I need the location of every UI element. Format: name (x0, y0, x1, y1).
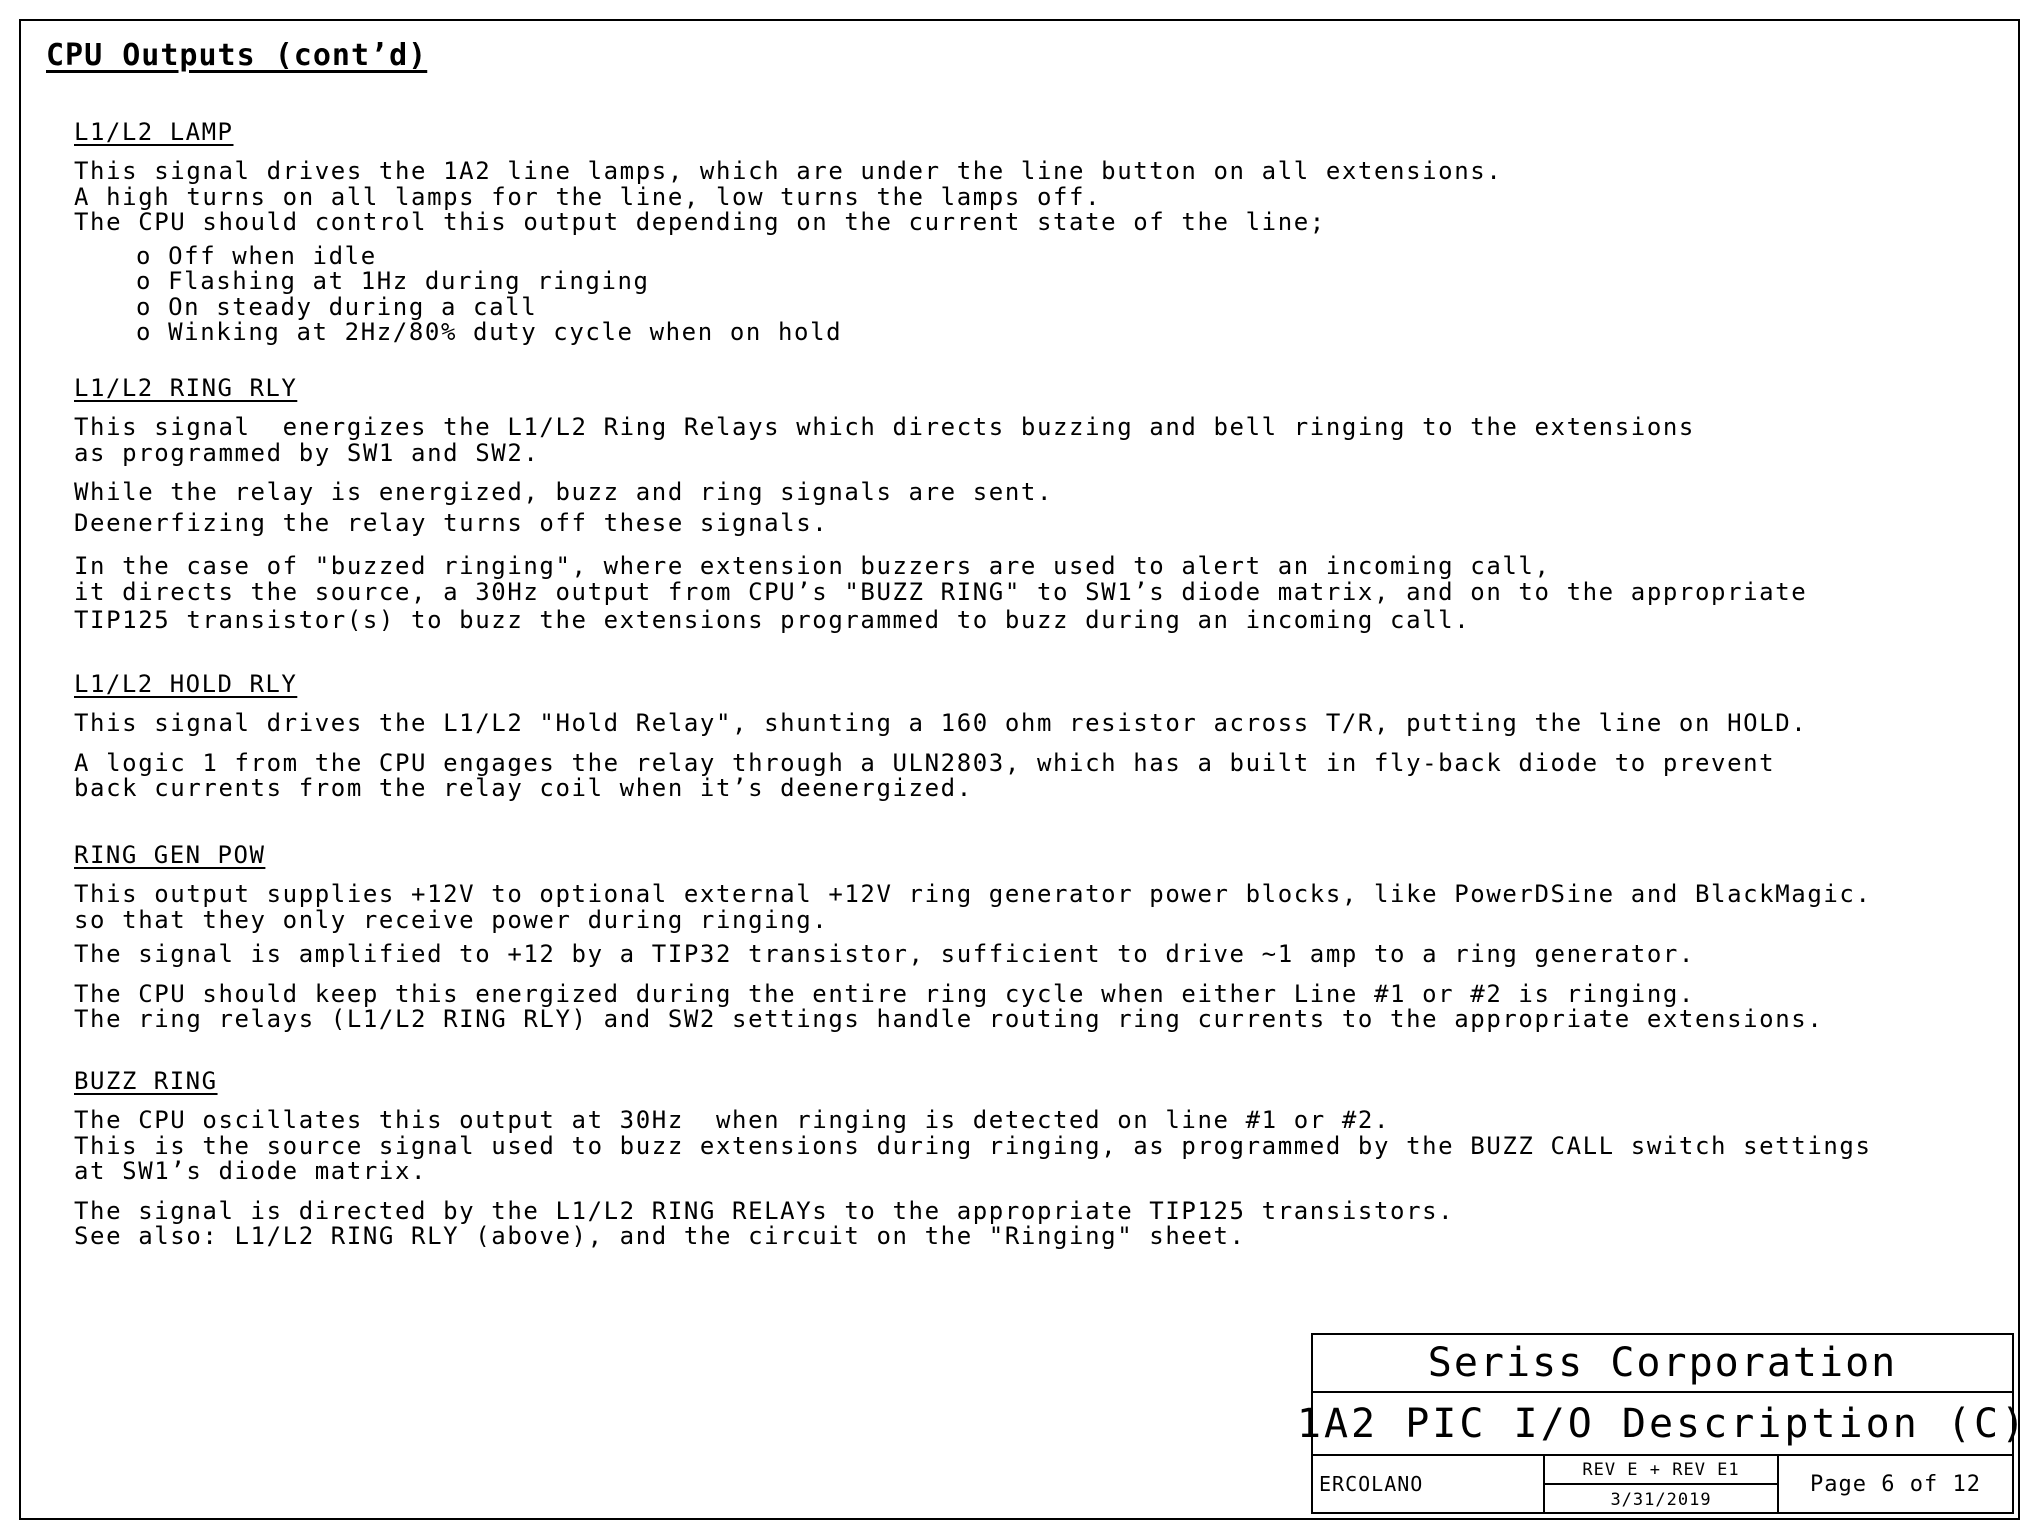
paragraph-line: A high turns on all lamps for the line, low turns the lamps off. (74, 182, 1102, 211)
title-block-info-row (1313, 1456, 2012, 1512)
section-l1-l2-hold-rly (74, 669, 1974, 802)
paragraph-line: While the relay is energized, buzz and ring signals are sent. (74, 478, 1054, 506)
paragraph-line: The CPU should control this output depending on the current state of the line; (74, 208, 1326, 236)
section-heading: L1/L2 LAMP (74, 118, 234, 146)
paragraph-line: This signal drives the L1/L2 "Hold Relay", shunting a 160 ohm resistor across T/R, putting the line on HOLD. (74, 709, 1808, 737)
paragraph-line: The signal is amplified to +12 by a TIP32 transistor, sufficient to drive ~1 amp to a ring generator. (74, 940, 1695, 968)
revision-date: 3/31/2019 (1545, 1485, 1779, 1514)
list-item: o On steady during a call (136, 295, 1974, 321)
author-name: ERCOLANO (1313, 1456, 1545, 1512)
revision-label: REV E + REV E1 (1545, 1456, 1779, 1485)
paragraph-line: at SW1’s diode matrix. (74, 1157, 428, 1185)
section-heading: L1/L2 RING RLY (74, 374, 298, 402)
lamp-state-list (74, 241, 1974, 346)
section-buzz-ring (74, 1066, 1974, 1250)
paragraph-line: This is the source signal used to buzz extensions during ringing, as programmed by the BUZZ CALL switch settings (74, 1131, 1872, 1160)
paragraph-line: In the case of "buzzed ringing", where extension buzzers are used to alert an incoming call, (74, 552, 1551, 580)
paragraph-line: This output supplies +12V to optional external +12V ring generator power blocks, like PowerDSine and BlackMagic. (74, 880, 1872, 908)
section-heading: RING GEN POW (74, 841, 266, 869)
paragraph-line: This signal drives the 1A2 line lamps, which are under the line button on all extensions. (74, 157, 1503, 185)
paragraph-line: The CPU should keep this energized during the entire ring cycle when either Line #1 or #2 is ringing. (74, 979, 1695, 1008)
paragraph-line: The ring relays (L1/L2 RING RLY) and SW2 settings handle routing ring currents to the appropriate extensions. (74, 1005, 1824, 1033)
section-l1-l2-ring-rly (74, 373, 1974, 634)
list-item: o Flashing at 1Hz during ringing (136, 269, 1974, 295)
title-block (1296, 1333, 2029, 1514)
paragraph-line: it directs the source, a 30Hz output from CPU’s "BUZZ RING" to SW1’s diode matrix, and on to the appropriate (74, 577, 1808, 606)
paragraph-line: The signal is directed by the L1/L2 RING RELAYs to the appropriate TIP125 transistors. (74, 1196, 1455, 1225)
list-item: o Off when idle (136, 244, 1974, 270)
section-ring-gen-pow (74, 840, 1974, 1033)
paragraph-line: Deenerfizing the relay turns off these signals. (74, 508, 829, 537)
paragraph-line: TIP125 transistor(s) to buzz the extensions programmed to buzz during an incoming call. (74, 606, 1471, 634)
paragraph-line: This signal energizes the L1/L2 Ring Relays which directs buzzing and bell ringing to the extensions (74, 413, 1695, 441)
paragraph-line: back currents from the relay coil when it’s deenergized. (74, 774, 973, 802)
section-heading: BUZZ RING (74, 1067, 218, 1095)
paragraph-line: so that they only receive power during ringing. (74, 905, 829, 934)
page-title: CPU Outputs (cont’d) (46, 38, 428, 73)
page-number: Page 6 of 12 (1810, 1471, 1981, 1497)
section-l1-l2-lamp (74, 117, 1974, 346)
paragraph-line: as programmed by SW1 and SW2. (74, 438, 540, 467)
paragraph-line: A logic 1 from the CPU engages the relay through a ULN2803, which has a built in fly-back diode to prevent (74, 748, 1776, 777)
paragraph-line: See also: L1/L2 RING RLY (above), and the circuit on the "Ringing" sheet. (74, 1222, 1246, 1250)
document-title: 1A2 PIC I/O Description (C) (1313, 1393, 2012, 1456)
list-item: o Winking at 2Hz/80% duty cycle when on hold (136, 320, 1974, 346)
company-name: Seriss Corporation (1313, 1335, 2012, 1393)
section-heading: L1/L2 HOLD RLY (74, 670, 298, 698)
paragraph-line: The CPU oscillates this output at 30Hz when ringing is detected on line #1 or #2. (74, 1106, 1391, 1134)
